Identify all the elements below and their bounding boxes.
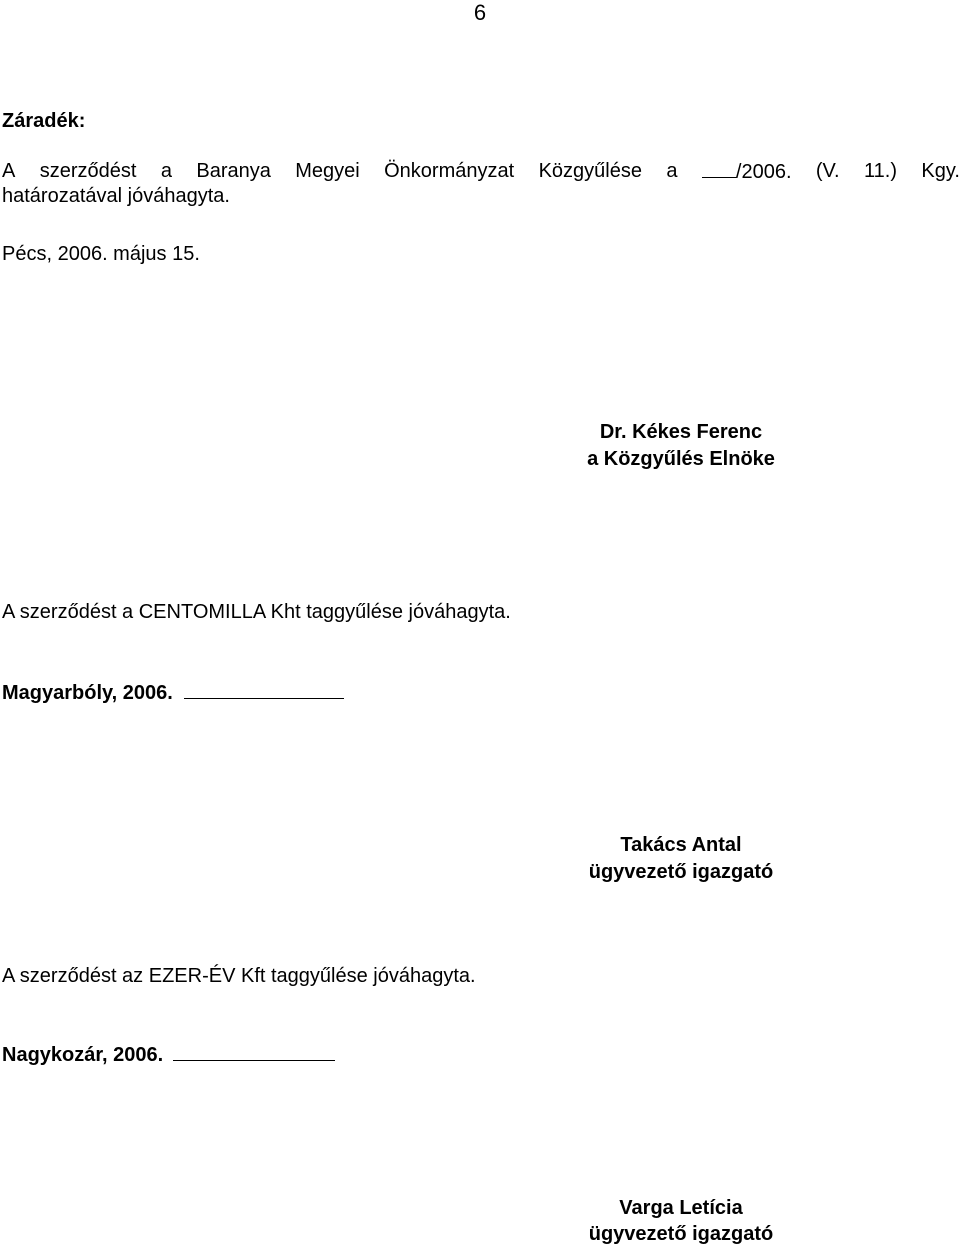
- resolution-number-blank: [702, 159, 736, 178]
- word: szerződést: [39, 160, 137, 182]
- clause-place-date: Pécs, 2006. május 15.: [2, 243, 200, 265]
- clause-signatory-title: a Közgyűlés Elnöke: [587, 448, 775, 470]
- word: Baranya: [196, 160, 271, 182]
- ezerev-signatory-name: Varga Letícia: [619, 1197, 743, 1219]
- clause-signatory-name: Dr. Kékes Ferenc: [599, 421, 763, 443]
- resolution-number: [702, 159, 792, 185]
- centomilla-place-date-text: Magyarbóly, 2006.: [2, 682, 173, 704]
- word: 11.): [864, 160, 897, 182]
- word: Kgy.: [921, 160, 960, 182]
- word: Megyei: [295, 160, 360, 182]
- word: A: [2, 160, 16, 182]
- clause-approval-line-2: határozatával jóváhagyta.: [2, 185, 230, 207]
- ezerev-date-blank: [173, 1042, 335, 1061]
- ezerev-signatory-title: ügyvezető igazgató: [588, 1223, 774, 1245]
- word: a: [666, 160, 678, 182]
- clause-approval-line-1: [2, 159, 960, 185]
- centomilla-signatory-name: Takács Antal: [620, 834, 742, 856]
- resolution-year: /2006.: [735, 161, 792, 183]
- centomilla-place-date: [2, 680, 344, 706]
- centomilla-approval-text: A szerződést a CENTOMILLA Kht taggyűlése jóváhagyta.: [2, 601, 511, 623]
- word: Közgyűlése: [538, 160, 642, 182]
- clause-heading: Záradék:: [2, 110, 86, 132]
- centomilla-signatory-title: ügyvezető igazgató: [588, 861, 774, 883]
- word: a: [160, 160, 172, 182]
- ezerev-place-date: [2, 1042, 335, 1068]
- page-number: 6: [473, 0, 487, 25]
- centomilla-date-blank: [184, 680, 344, 699]
- ezerev-place-date-text: Nagykozár, 2006.: [2, 1044, 164, 1066]
- word: (V.: [815, 160, 840, 182]
- word: Önkormányzat: [384, 160, 515, 182]
- ezerev-approval-text: A szerződést az EZER-ÉV Kft taggyűlése jóváhagyta.: [2, 965, 476, 987]
